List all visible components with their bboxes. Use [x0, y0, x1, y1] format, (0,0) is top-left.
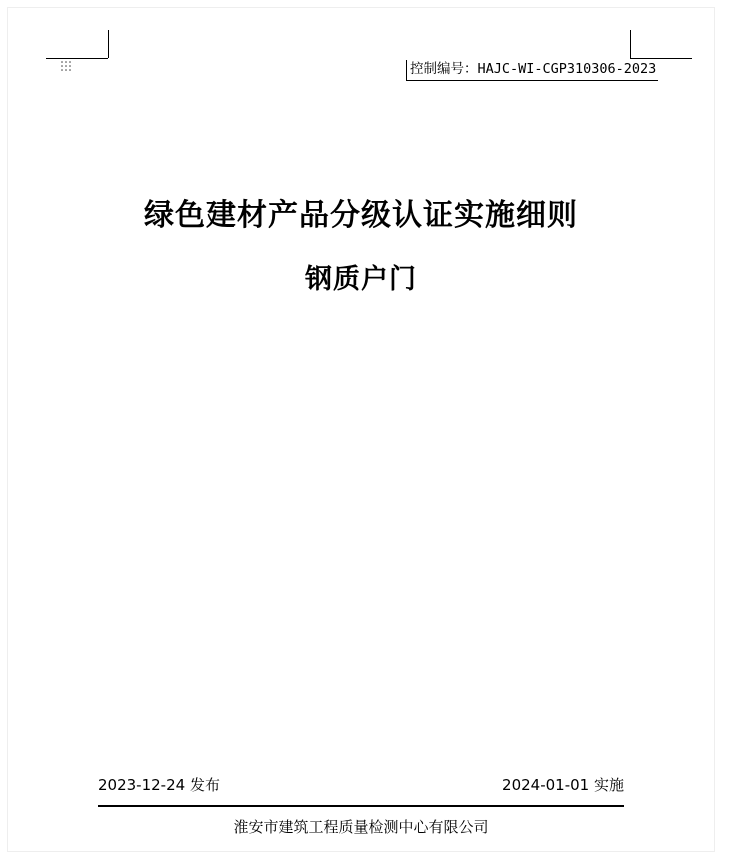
footer-divider: [98, 805, 624, 807]
control-number: 控制编号：HAJC-WI-CGP310306-2023: [406, 60, 658, 81]
page-sheet: [8, 8, 714, 851]
crop-mark-top-right-horizontal: [630, 58, 692, 59]
crop-mark-top-left-vertical: [108, 30, 109, 58]
page-title: 绿色建材产品分级认证实施细则: [144, 198, 578, 233]
issue-date: 2023-12-24 发布: [98, 776, 220, 794]
effective-date: 2024-01-01 实施: [502, 776, 624, 794]
page-subtitle: 钢质户门: [305, 264, 417, 295]
crop-mark-top-left-horizontal: [46, 58, 108, 59]
title-block: [8, 198, 714, 296]
footer-dates: [98, 774, 624, 795]
organization-name: 淮安市建筑工程质量检测中心有限公司: [233, 818, 489, 836]
crop-mark-top-right-vertical: [630, 30, 631, 58]
grid-handle-icon: [60, 60, 72, 72]
